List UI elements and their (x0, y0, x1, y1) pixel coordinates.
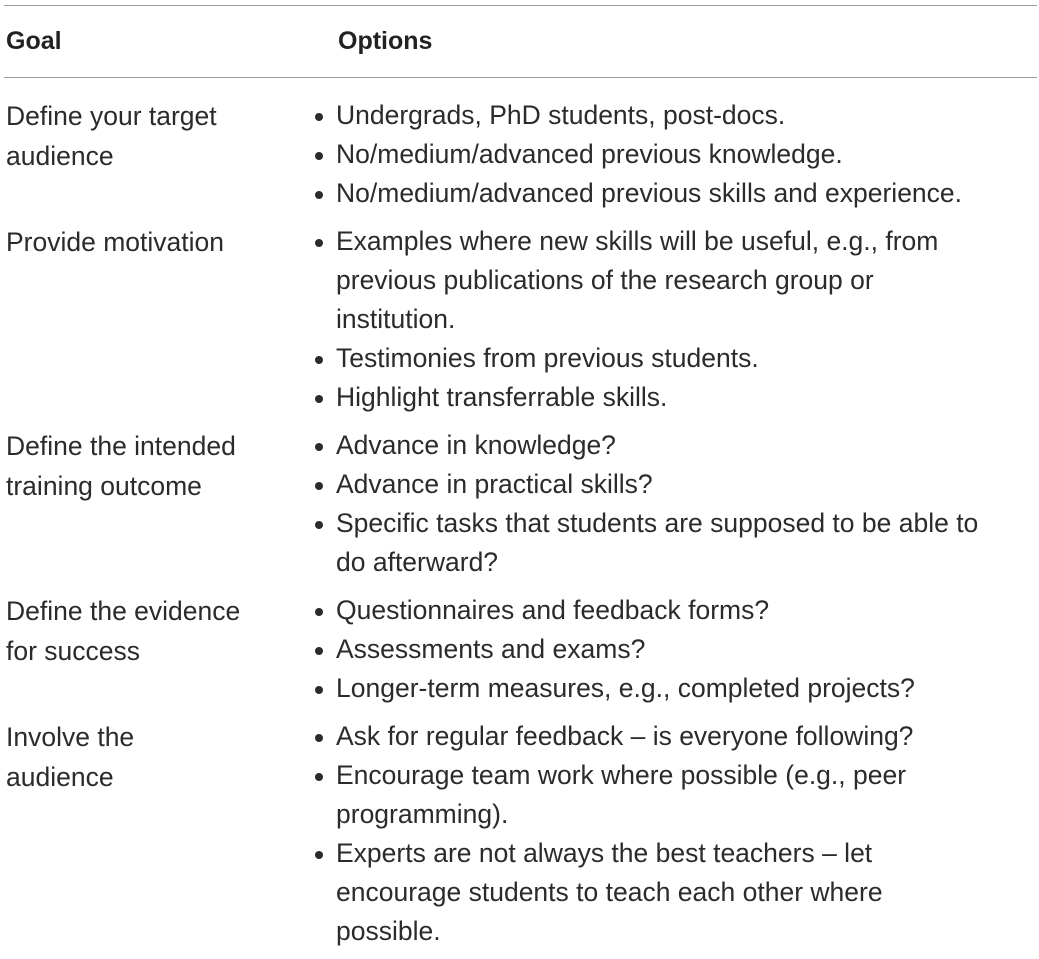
bullet-icon (315, 647, 323, 655)
option-line: Encourage team work where possible (e.g., peer (336, 760, 907, 790)
option-line: previous publications of the research group or (336, 265, 874, 295)
bullet-icon (315, 152, 323, 160)
bullet-icon (315, 113, 323, 121)
option-line: Examples where new skills will be useful, e.g., from (336, 226, 939, 256)
option-line: possible. (336, 916, 441, 946)
bullet-icon (315, 395, 323, 403)
header-options: Options (338, 27, 433, 55)
goal-line: audience (6, 141, 114, 171)
table-row (4, 96, 1037, 213)
options-list (314, 96, 1037, 213)
bullet-icon (315, 356, 323, 364)
option-line: Undergrads, PhD students, post-docs. (336, 100, 786, 130)
goal-text (4, 96, 296, 176)
option-line: Questionnaires and feedback forms? (336, 595, 770, 625)
bullet-icon (315, 851, 323, 859)
option-line: institution. (336, 304, 456, 334)
bullet-icon (315, 482, 323, 490)
table-row (4, 717, 1037, 951)
goal-line: Involve the (6, 722, 135, 752)
option-item (314, 465, 1037, 504)
table-row (4, 591, 1037, 708)
bullet-icon (315, 686, 323, 694)
option-item (314, 834, 1037, 951)
goal-line: training outcome (6, 471, 202, 501)
option-item (314, 339, 1037, 378)
goal-line: Define the evidence (6, 596, 241, 626)
header-goal: Goal (6, 27, 62, 55)
table-header-row (4, 6, 1037, 77)
goal-text (4, 591, 296, 671)
option-item (314, 756, 1037, 834)
option-item (314, 222, 1037, 339)
options-cell (314, 426, 1037, 582)
option-line: Specific tasks that students are supposed to be able to (336, 508, 979, 538)
option-line: do afterward? (336, 547, 499, 577)
goal-cell (4, 591, 314, 708)
option-line: programming). (336, 799, 509, 829)
bullet-icon (315, 608, 323, 616)
bullet-icon (315, 443, 323, 451)
option-item (314, 504, 1037, 582)
option-line: No/medium/advanced previous skills and experience. (336, 178, 963, 208)
option-line: Advance in knowledge? (336, 430, 616, 460)
table-row (4, 222, 1037, 417)
option-line: Assessments and exams? (336, 634, 646, 664)
option-line: No/medium/advanced previous knowledge. (336, 139, 843, 169)
table-body (4, 78, 1037, 951)
option-line: encourage students to teach each other where (336, 877, 883, 907)
options-cell (314, 222, 1037, 417)
option-line: Experts are not always the best teachers – let (336, 838, 873, 868)
option-line: Highlight transferrable skills. (336, 382, 668, 412)
bullet-icon (315, 734, 323, 742)
option-item (314, 630, 1037, 669)
bullet-icon (315, 191, 323, 199)
goal-line: Provide motivation (6, 227, 224, 257)
option-line: Testimonies from previous students. (336, 343, 759, 373)
goal-cell (4, 717, 314, 951)
options-list (314, 591, 1037, 708)
option-item (314, 717, 1037, 756)
option-line: Advance in practical skills? (336, 469, 653, 499)
goal-text (4, 426, 296, 506)
options-cell (314, 717, 1037, 951)
option-item (314, 96, 1037, 135)
goal-line: Define the intended (6, 431, 236, 461)
option-item (314, 426, 1037, 465)
bullet-icon (315, 521, 323, 529)
table-row (4, 426, 1037, 582)
option-item (314, 174, 1037, 213)
goal-text (4, 222, 296, 262)
options-cell (314, 591, 1037, 708)
option-line: Longer-term measures, e.g., completed projects? (336, 673, 915, 703)
goal-cell (4, 222, 314, 417)
goal-line: Define your target (6, 101, 217, 131)
option-item (314, 378, 1037, 417)
option-item (314, 135, 1037, 174)
goal-text (4, 717, 296, 797)
goal-line: audience (6, 762, 114, 792)
goals-options-table (4, 5, 1037, 951)
bullet-icon (315, 239, 323, 247)
options-cell (314, 96, 1037, 213)
options-list (314, 426, 1037, 582)
option-line: Ask for regular feedback – is everyone following? (336, 721, 914, 751)
option-item (314, 669, 1037, 708)
bullet-icon (315, 773, 323, 781)
goal-cell (4, 426, 314, 582)
goal-cell (4, 96, 314, 213)
goal-line: for success (6, 636, 141, 666)
options-list (314, 717, 1037, 951)
option-item (314, 591, 1037, 630)
options-list (314, 222, 1037, 417)
